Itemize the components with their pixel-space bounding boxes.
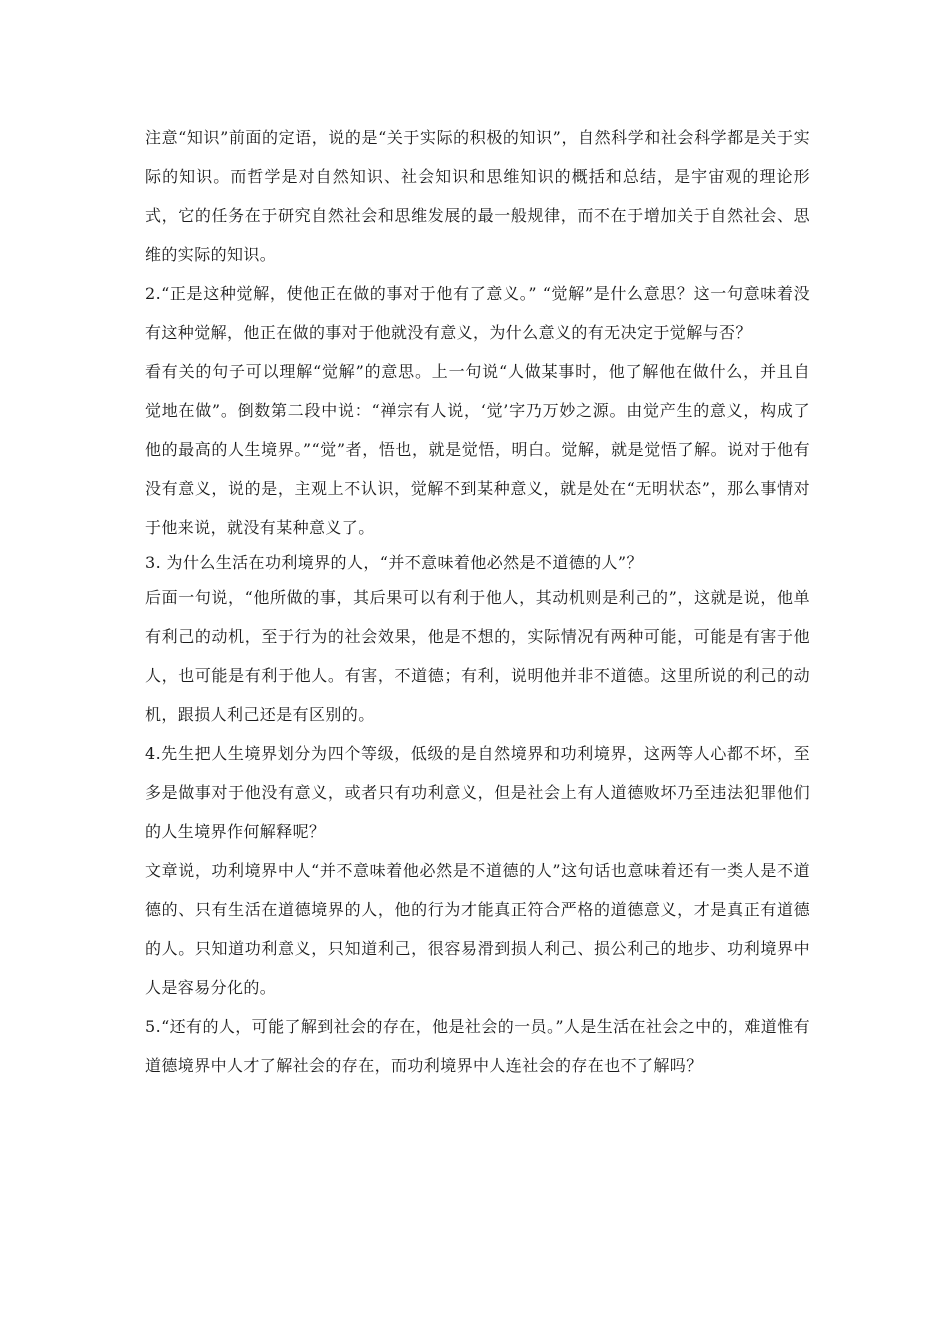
answer-4: 文章说，功利境界中人“并不意味着他必然是不道德的人”这句话也意味着还有一类人是不道德的、只有生活在道德境界的人，他的行为才能真正符合严格的道德意义，才是真正有道德的人。只知道功利意义，只知道利己，很容易滑到损人利己、损公利己的地步、功利境界中人是容易分化的。: [145, 861, 810, 997]
answer-3: 后面一句说，“他所做的事，其后果可以有利于他人，其动机则是利己的”，这就是说，他单有利己的动机，至于行为的社会效果，他是不想的，实际情况有两种可能，可能是有害于他人，也可能是有利于他人。有害，不道德；有利，说明他并非不道德。这里所说的利己的动机，跟损人利己还是有区别的。: [145, 588, 810, 724]
paragraph-knowledge-note: 注意“知识”前面的定语，说的是“关于实际的积极的知识”，自然科学和社会科学都是关于实际的知识。而哲学是对自然知识、社会知识和思维知识的概括和总结，是宇宙观的理论形式，它的任务在于研究自然社会和思维发展的最一般规律，而不在于增加关于自然社会、思维的实际的知识。: [145, 128, 810, 264]
answer-2: 看有关的句子可以理解“觉解”的意思。上一句说“人做某事时，他了解他在做什么，并且自觉地在做”。倒数第二段中说：“禅宗有人说，‘觉’字乃万妙之源。由觉产生的意义，构成了他的最高的人生境界。”“觉”者，悟也，就是觉悟，明白。觉解，就是觉悟了解。说对于他有没有意义，说的是，主观上不认识，觉解不到某种意义，就是处在“无明状态”，那么事情对于他来说，就没有某种意义了。: [145, 362, 810, 537]
document-body: [145, 118, 810, 1085]
question-5: 5.“还有的人，可能了解到社会的存在，他是社会的一员。”人是生活在社会之中的，难道惟有道德境界中人才了解社会的存在，而功利境界中人连社会的存在也不了解吗？: [145, 1017, 810, 1075]
question-2: 2.“正是这种觉解，使他正在做的事对于他有了意义。” “觉解”是什么意思？这一句意味着没有这种觉解，他正在做的事对于他就没有意义，为什么意义的有无决定于觉解与否？: [145, 284, 810, 342]
question-3: 3. 为什么生活在功利境界的人，“并不意味着他必然是不道德的人”？: [145, 553, 643, 572]
question-4: 4.先生把人生境界划分为四个等级，低级的是自然境界和功利境界，这两等人心都不坏，至多是做事对于他没有意义，或者只有功利意义，但是社会上有人道德败坏乃至违法犯罪他们的人生境界作何解释呢？: [145, 744, 810, 841]
